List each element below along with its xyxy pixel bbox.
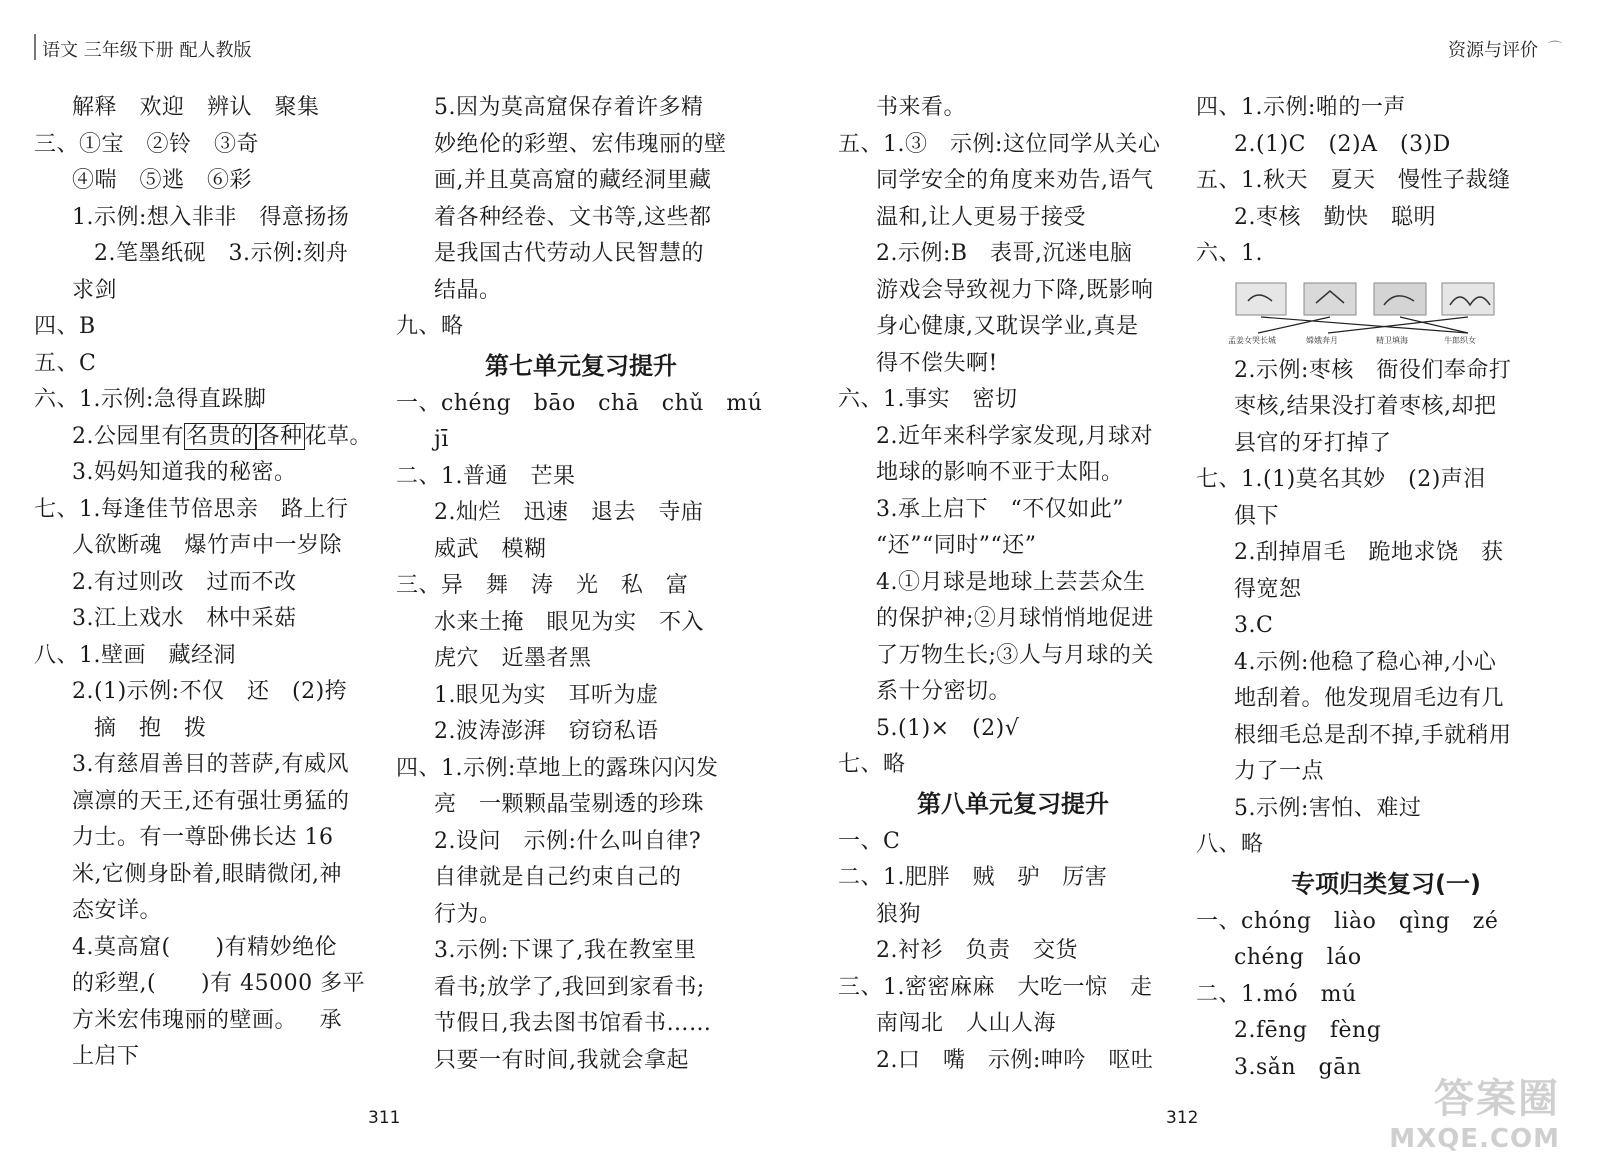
answer-line: 根细毛总是刮不掉,手就稍用 bbox=[1234, 722, 1512, 748]
answer-line: 四、B bbox=[34, 314, 96, 339]
answer-line: 结晶。 bbox=[434, 277, 502, 303]
answer-line: 游戏会导致视力下降,既影响 bbox=[876, 277, 1154, 303]
answer-line: 威武 模糊 bbox=[434, 536, 547, 562]
page-number-left: 311 bbox=[368, 1108, 401, 1128]
answer-line: ④喘 ⑤逃 ⑥彩 bbox=[72, 168, 252, 193]
answer-line: 只要一有时间,我就会拿起 bbox=[434, 1047, 689, 1073]
page-number-right: 312 bbox=[1166, 1108, 1199, 1128]
answer-line: 虎穴 近墨者黑 bbox=[434, 646, 592, 671]
boxed-post: 花草。 bbox=[304, 423, 373, 449]
answer-line: 4.莫高窟( )有精妙绝伦 bbox=[72, 934, 338, 960]
answer-line: 枣核,结果没打着枣核,却把 bbox=[1234, 394, 1497, 419]
answer-line: 3.有慈眉善目的菩萨,有威风 bbox=[72, 752, 349, 777]
answer-line: 凛凛的天王,还有强壮勇猛的 bbox=[72, 788, 350, 814]
answer-line: jī bbox=[434, 427, 449, 452]
answer-line-boxed bbox=[34, 419, 386, 456]
answer-line: 五、1.秋天 夏天 慢性子裁缝 bbox=[1196, 168, 1511, 193]
answer-line: 六、1. bbox=[1196, 241, 1263, 266]
answer-line: 1.示例:想入非非 得意扬扬 bbox=[72, 204, 350, 230]
boxed-pre: 2.公园里有 bbox=[72, 423, 184, 449]
answer-line: 狼狗 bbox=[876, 901, 922, 927]
answer-line: 书来看。 bbox=[876, 95, 967, 120]
answer-line: 3.江上戏水 林中采菇 bbox=[72, 606, 297, 631]
answer-line: 2.设问 示例:什么叫自律? bbox=[434, 828, 702, 854]
answer-line: 一、chéng bāo chā chǔ mú bbox=[396, 390, 763, 416]
answer-column-3 bbox=[838, 90, 1188, 1100]
header-mark bbox=[34, 34, 36, 60]
answer-line: 的彩塑,( )有 45000 多平 bbox=[72, 971, 366, 996]
answer-line: 5.因为莫高窟保存着许多精 bbox=[434, 95, 704, 120]
answer-line: 力了一点 bbox=[1234, 759, 1325, 784]
answer-line: 2.示例:枣核 衙役们奉命打 bbox=[1234, 357, 1512, 383]
answer-line: 2.衬衫 负责 交货 bbox=[876, 938, 1078, 963]
answer-line: 1.眼见为实 耳听为虚 bbox=[434, 682, 659, 708]
illustration-caption: 嫦娥奔月 bbox=[1306, 335, 1338, 345]
answer-line: 方米宏伟瑰丽的壁画。 承 bbox=[72, 1007, 342, 1033]
answer-line: 八、1.壁画 藏经洞 bbox=[34, 642, 236, 668]
answer-line: 着各种经卷、文书等,这些都 bbox=[434, 204, 712, 230]
answer-column-2 bbox=[396, 90, 766, 1100]
answer-line: 4.示例:他稳了稳心神,小心 bbox=[1234, 649, 1497, 675]
section-heading-unit-7: 第七单元复习提升 bbox=[485, 351, 677, 380]
answer-line: 一、chóng liào qìng zé bbox=[1196, 908, 1499, 934]
answer-line: 2.笔墨纸砚 3.示例:刻舟 bbox=[94, 241, 349, 266]
answer-line: 温和,让人更易于接受 bbox=[876, 204, 1086, 230]
boxed-word-2: 各种 bbox=[257, 423, 303, 449]
answer-line: 人欲断魂 爆竹声中一岁除 bbox=[72, 533, 342, 558]
answer-line: 2.口 嘴 示例:呻吟 呕吐 bbox=[876, 1047, 1154, 1073]
answer-line: 2.灿烂 迅速 退去 寺庙 bbox=[434, 500, 704, 525]
section-heading-special-review: 专项归类复习(一) bbox=[1291, 869, 1481, 898]
answer-line: 自律就是自己约束自己的 bbox=[434, 865, 682, 890]
answer-line: 节假日,我去图书馆看书…… bbox=[434, 1011, 712, 1036]
answer-line: 县官的牙打掉了 bbox=[1234, 430, 1392, 456]
answer-column-1 bbox=[34, 90, 386, 1100]
answer-line: 2.(1)C (2)A (3)D bbox=[1234, 131, 1451, 157]
answer-line: 行为。 bbox=[434, 901, 502, 927]
answer-line: 5.(1)× (2)√ bbox=[876, 715, 1020, 741]
answer-line: 妙绝伦的彩塑、宏伟瑰丽的壁 bbox=[434, 131, 727, 157]
answer-column-4 bbox=[1196, 90, 1576, 1100]
answer-line: 八、略 bbox=[1196, 832, 1264, 857]
answer-line: 的保护神;②月球悄悄地促进 bbox=[876, 606, 1154, 631]
answer-line: 上启下 bbox=[72, 1044, 140, 1069]
answer-line: 2.(1)示例:不仅 还 (2)挎 bbox=[72, 679, 348, 704]
header-series-title: 资源与评价 bbox=[1448, 40, 1538, 61]
answer-line: 米,它侧身卧着,眼睛微闭,神 bbox=[72, 861, 342, 887]
answer-line: 五、1.③ 示例:这位同学从关心 bbox=[838, 131, 1161, 157]
answer-line: 4.①月球是地球上芸芸众生 bbox=[876, 569, 1146, 595]
answer-line: 二、1.普通 芒果 bbox=[396, 463, 576, 489]
answer-line: 七、1.每逢佳节倍思亲 路上行 bbox=[34, 496, 349, 522]
answer-line: 地刮着。他发现眉毛边有几 bbox=[1234, 686, 1505, 711]
watermark-bottom: MXQE.COM bbox=[1389, 1124, 1560, 1154]
answer-line: 画,并且莫高窟的藏经洞里藏 bbox=[434, 168, 712, 193]
answer-line: 5.示例:害怕、难过 bbox=[1234, 795, 1422, 821]
answer-line: 四、1.示例:啪的一声 bbox=[1196, 95, 1406, 120]
answer-line: 亮 一颗颗晶莹剔透的珍珠 bbox=[434, 792, 704, 817]
answer-line: 2.近年来科学家发现,月球对 bbox=[876, 423, 1153, 449]
answer-line: 3.sǎn gān bbox=[1234, 1054, 1362, 1080]
answer-line: 得不偿失啊! bbox=[876, 350, 998, 376]
answer-line: 3.承上启下 “不仅如此” bbox=[876, 496, 1124, 522]
header-corner-mark: ⌒ bbox=[1548, 41, 1562, 57]
answer-line: 六、1.事实 密切 bbox=[838, 387, 1018, 412]
answer-line: 二、1.肥胖 贼 驴 厉害 bbox=[838, 865, 1108, 890]
answer-line: 得宽恕 bbox=[1234, 576, 1302, 602]
answer-line: 四、1.示例:草地上的露珠闪闪发 bbox=[396, 755, 719, 781]
answer-line: 一、C bbox=[838, 828, 901, 854]
answer-line: 解释 欢迎 辨认 聚集 bbox=[72, 95, 320, 120]
answer-line: 七、略 bbox=[838, 752, 906, 777]
answer-line: 九、略 bbox=[396, 314, 464, 339]
answer-line: 态安详。 bbox=[72, 898, 163, 923]
answer-line: 摘 抱 拨 bbox=[94, 715, 207, 741]
answer-line: 俱下 bbox=[1234, 503, 1280, 529]
answer-line: 是我国古代劳动人民智慧的 bbox=[434, 241, 705, 266]
answer-line: 水来土掩 眼见为实 不入 bbox=[434, 609, 704, 635]
watermark-top: 答案圈 bbox=[1434, 1076, 1560, 1122]
header-book-title: 语文 三年级下册 配人教版 bbox=[42, 40, 252, 61]
answer-line: 南闯北 人山人海 bbox=[876, 1011, 1056, 1036]
matching-illustration bbox=[1228, 279, 1498, 349]
boxed-word-1: 名贵的 bbox=[186, 423, 254, 449]
answer-line: 三、1.密密麻麻 大吃一惊 走 bbox=[838, 974, 1153, 1000]
answer-line: 系十分密切。 bbox=[876, 679, 1012, 704]
answer-line: 二、1.mó mú bbox=[1196, 981, 1357, 1007]
answer-line: 2.示例:B 表哥,沉迷电脑 bbox=[876, 241, 1133, 266]
answer-line: 力士。有一尊卧佛长达 16 bbox=[72, 825, 334, 850]
answer-line: 求剑 bbox=[72, 277, 118, 303]
answer-line: 三、①宝 ②铃 ③奇 bbox=[34, 131, 259, 157]
answer-line: 五、C bbox=[34, 350, 97, 376]
answer-line: 身心健康,又耽误学业,真是 bbox=[876, 314, 1139, 339]
illustration-caption: 精卫填海 bbox=[1376, 335, 1408, 345]
illustration-caption: 孟姜女哭长城 bbox=[1228, 335, 1276, 345]
answer-line: 2.有过则改 过而不改 bbox=[72, 569, 297, 595]
watermark-logo bbox=[1389, 1067, 1560, 1154]
answer-line: 3.妈妈知道我的秘密。 bbox=[72, 460, 297, 485]
answer-line: 地球的影响不亚于太阳。 bbox=[876, 460, 1124, 485]
answer-line: 2.波涛澎湃 窃窃私语 bbox=[434, 719, 659, 744]
answer-line: 同学安全的角度来劝告,语气 bbox=[876, 168, 1154, 193]
answer-line: 3.C bbox=[1234, 613, 1274, 638]
section-heading-unit-8: 第八单元复习提升 bbox=[917, 789, 1109, 818]
answer-line: 看书;放学了,我回到家看书; bbox=[434, 974, 705, 1000]
answer-line: 七、1.(1)莫名其妙 (2)声泪 bbox=[1196, 467, 1486, 492]
answer-line: 了万物生长;③人与月球的关 bbox=[876, 642, 1154, 668]
answer-line: 2.枣核 勤快 聪明 bbox=[1234, 204, 1436, 230]
answer-line: chéng láo bbox=[1234, 945, 1362, 970]
answer-line: 六、1.示例:急得直跺脚 bbox=[34, 387, 267, 412]
answer-line: “还”“同时”“还” bbox=[876, 533, 1037, 558]
answer-line: 2.fēng fèng bbox=[1234, 1018, 1382, 1043]
answer-line: 3.示例:下课了,我在教室里 bbox=[434, 938, 697, 963]
answer-line: 三、异 舞 涛 光 私 富 bbox=[396, 573, 689, 598]
answer-line: 2.刮掉眉毛 跪地求饶 获 bbox=[1234, 540, 1504, 565]
illustration-caption: 牛郎织女 bbox=[1444, 335, 1476, 345]
